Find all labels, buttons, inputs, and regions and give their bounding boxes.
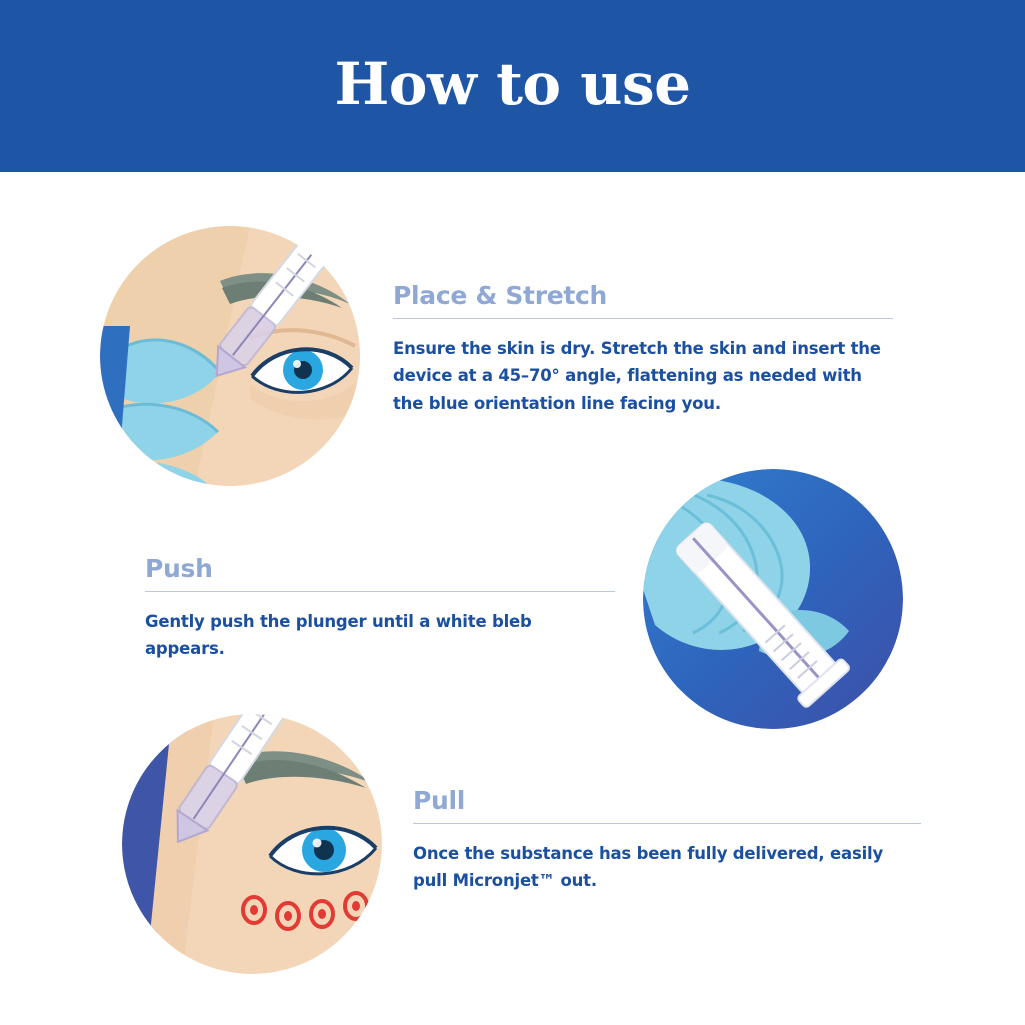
step-push — [145, 556, 615, 663]
page-title: How to use — [334, 50, 691, 118]
step-body-place-stretch: Ensure the skin is dry. Stretch the skin and insert the device at a 45–70° angle, flattening as needed with the blue orientation line facing you. — [393, 339, 881, 413]
step-heading-push: Push — [145, 554, 213, 583]
illustration-pull — [122, 714, 382, 974]
step-body-pull: Once the substance has been fully delivered, easily pull Micronjet™ out. — [413, 844, 884, 891]
step-body-push: Gently push the plunger until a white bleb appears. — [145, 612, 532, 659]
divider-place-stretch — [393, 318, 893, 319]
step-heading-pull: Pull — [413, 786, 466, 815]
step-pull — [413, 788, 921, 895]
illustration-place-stretch — [100, 226, 360, 486]
step-heading-place-stretch: Place & Stretch — [393, 281, 608, 310]
divider-pull — [413, 823, 921, 824]
step-place-stretch — [393, 283, 893, 417]
illustration-push — [643, 469, 903, 729]
page-header — [0, 0, 1025, 172]
divider-push — [145, 591, 615, 592]
